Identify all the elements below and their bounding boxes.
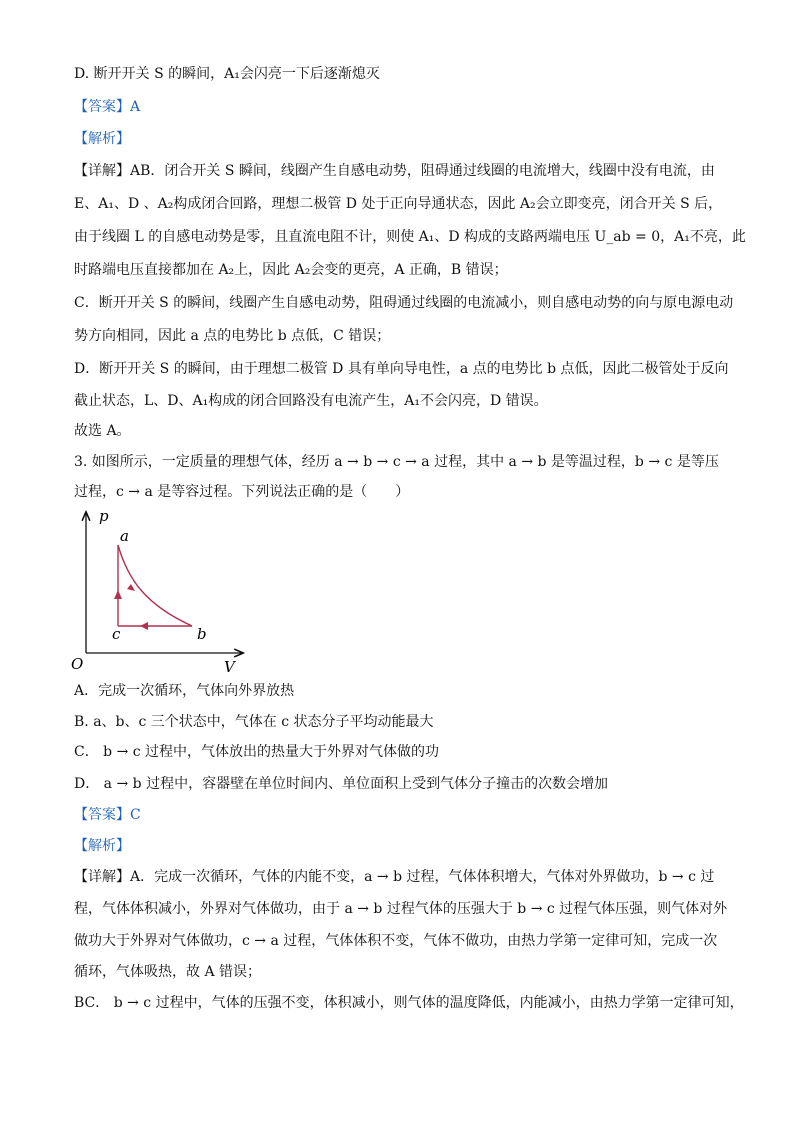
analysis-label-2: 【解析】 [74,838,130,854]
option-b: B. a、b、c 三个状态中，气体在 c 状态分子平均动能最大 [74,714,434,730]
detail-line: BC． b → c 过程中，气体的压强不变，体积减小，则气体的温度降低，内能减小，由热力学第一定律可知， [74,995,744,1011]
arrow-b-c [140,622,148,630]
option-a: A．完成一次循环，气体向外界放热 [74,683,295,699]
conclusion-line: 故选 A。 [74,423,131,439]
detail-line: 截止状态，L、D、A₁构成的闭合回路没有电流产生，A₁不会闪亮，D 错误。 [74,393,548,409]
option-c: C． b → c 过程中，气体放出的热量大于外界对气体做的功 [74,744,440,760]
detail-line: 【详解】A．完成一次循环，气体的内能不变，a → b 过程，气体体积增大，气体对外界做功，b → c 过 [74,869,715,885]
detail-line: 时路端电压直接都加在 A₂上，因此 A₂会变的更亮，A 正确，B 错误； [74,262,508,278]
detail-line: 【详解】AB．闭合开关 S 瞬间，线圈产生自感电动势，阻碍通过线圈的电流增大，线圈中没有电流，由 [74,163,715,179]
detail-line: 循环，气体吸热，故 A 错误； [74,964,262,980]
point-b-label: b [197,625,207,643]
isotherm-a-b [118,545,192,626]
detail-line: 势方向相同，因此 a 点的电势比 b 点低，C 错误； [74,328,391,344]
analysis-label-1: 【解析】 [74,131,130,147]
detail-line: 做功大于外界对气体做功，c → a 过程，气体体积不变，气体不做功，由热力学第一定律可知，完成一次 [74,933,718,949]
option-d: D． a → b 过程中，容器壁在单位时间内、单位面积上受到气体分子撞击的次数会增加 [74,776,609,792]
arrow-c-a [114,590,122,599]
option-d-prev: D. 断开开关 S 的瞬间，A₁会闪亮一下后逐渐熄灭 [74,66,380,82]
p-axis-label: p [99,507,109,525]
detail-line: 程，气体体积减小，外界对气体做功，由于 a → b 过程气体的压强大于 b → c 过程气体压强，则气体对外 [74,901,728,917]
point-a-label: a [120,527,129,545]
v-axis-label: V [224,658,235,676]
arrow-a-b [127,584,135,591]
origin-label: O [71,655,84,673]
answer-label-2: 【答案】C [74,807,141,823]
detail-line: C．断开开关 S 的瞬间，线圈产生自感电动势，阻碍通过线圈的电流减小，则自感电动势的向与原电源电动 [74,295,734,311]
detail-line: 由于线圈 L 的自感电动势是零，且直流电阻不计，则使 A₁、D 构成的支路两端电压 U_ab = 0，A₁不亮，此 [74,229,746,245]
detail-line: E、A₁、D 、A₂构成闭合回路，理想二极管 D 处于正向导通状态，因此 A₂会立即变亮，闭合开关 S 后， [74,196,723,212]
answer-label-1: 【答案】A [74,99,141,115]
point-c-label: c [112,625,121,643]
detail-line: D．断开开关 S 的瞬间，由于理想二极管 D 具有单向导电性，a 点的电势比 b 点低，因此二极管处于反向 [74,361,729,377]
pv-diagram [66,505,256,677]
question-3-stem: 3. 如图所示，一定质量的理想气体，经历 a → b → c → a 过程，其中 a → b 是等温过程，b → c 是等压 [74,454,719,470]
question-3-stem: 过程，c → a 是等容过程。下列说法正确的是（ ） [74,484,410,500]
